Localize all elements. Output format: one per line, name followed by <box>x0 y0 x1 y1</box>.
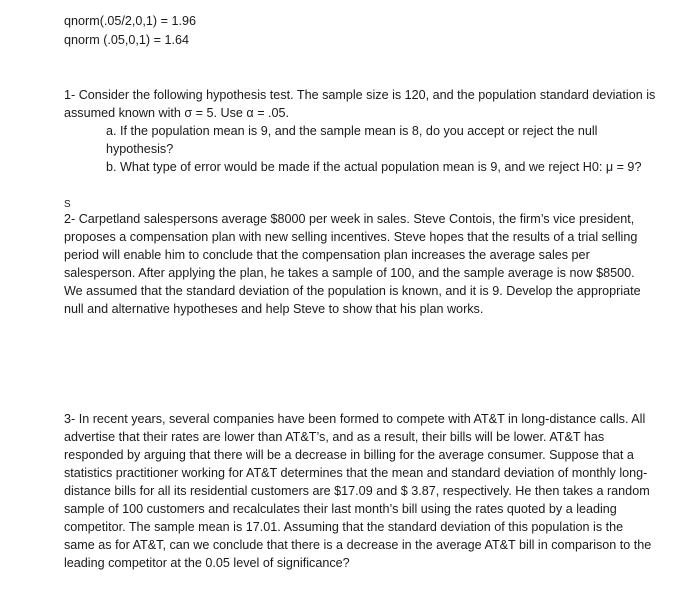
question-3-text: 3- In recent years, several companies have been formed to compete with AT&T in long-distance calls. All advertise that their rates are lower than AT&T’s, and as a result, their bills will be lower. AT&T has responded by arguing that there will be a decrease in billing for the average consumer. Suppose that a statistics practitioner working for AT&T determines that the mean and standard deviation of monthly long-distance bills for all its residential customers are $17.09 and $ 3.87, respectively. He then takes a random sample of 100 customers and recalculates their last month’s bill using the rates quoted by a leading competitor. The sample mean is 17.01. Assuming that the standard deviation of this population is the same as for AT&T, can we conclude that there is a decrease in the average AT&T bill in comparison to the leading competitor at the 0.05 level of significance? <box>64 412 652 570</box>
question-2-text: 2- Carpetland salespersons average $8000 per week in sales. Steve Contois, the firm’s vice president, proposes a compensation plan with new selling incentives. Steve hopes that the results of a trial selling period will enable him to conclude that the compensation plan increases the average sales per salesperson. After applying the plan, he takes a sample of 100, and the sample average is now $8500. We assumed that the standard deviation of the population is known, and it is 9. Develop the appropriate null and alternative hypotheses and help Steve to show that his plan works. <box>64 212 641 316</box>
question-1-part-b: b. What type of error would be made if the actual population mean is 9, and we reject H0: μ = 9? <box>106 160 642 174</box>
question-1 <box>64 86 664 176</box>
formula-qnorm-two-tailed: qnorm(.05/2,0,1) = 1.96 <box>64 14 196 28</box>
stray-mark: S <box>64 199 71 210</box>
question-1-intro: 1- Consider the following hypothesis test. The sample size is 120, and the population standard deviation is assumed known with σ = 5. Use α = .05. <box>64 88 656 120</box>
formula-qnorm-one-tailed: qnorm (.05,0,1) = 1.64 <box>64 33 189 47</box>
question-1-part-a: a. If the population mean is 9, and the sample mean is 8, do you accept or reject the null hypothesis? <box>106 124 598 156</box>
formula-block <box>64 12 196 50</box>
question-3 <box>64 410 654 572</box>
question-2 <box>64 210 654 318</box>
